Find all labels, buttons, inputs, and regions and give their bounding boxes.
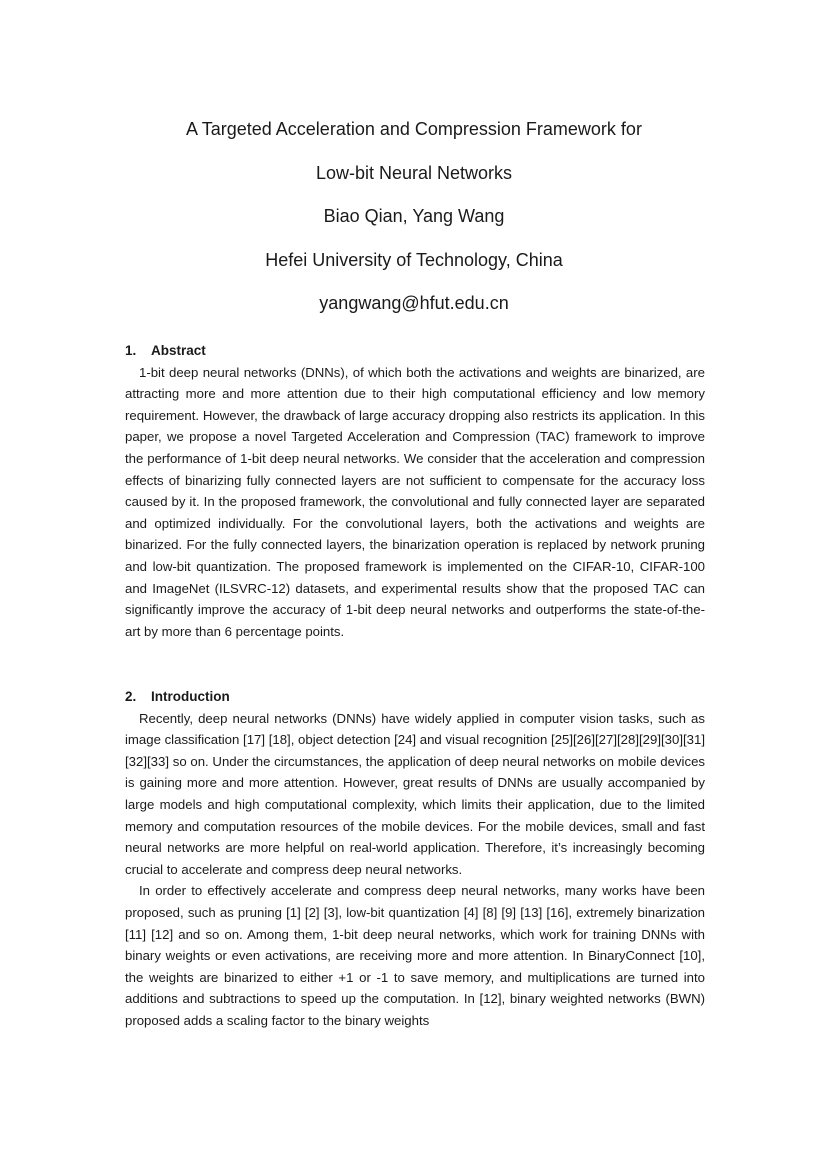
section-number: 2. [125,689,137,704]
affiliation: Hefei University of Technology, China [265,249,563,270]
section-number: 1. [125,343,137,358]
section-heading-abstract [125,340,705,362]
section-title: Introduction [151,689,230,704]
intro-paragraph-2: In order to effectively accelerate and compress deep neural networks, many works have been proposed, such as pruning [1] [2] [3], low-bit quantization [4] [8] [9] [13] [16], extremely binarization [11] [12] and so on. Among them, 1-bit deep neural networks, which work for training DNNs with binary weights or even activations, are receiving more and more attention. In BinaryConnect [10], the weights are binarized to either +1 or -1 to save memory, and multiplications are turned into additions and subtractions to speed up the computation. In [12], binary weighted networks (BWN) proposed adds a scaling factor to the binary weights [125,883,705,1028]
abstract-paragraph: 1-bit deep neural networks (DNNs), of which both the activations and weights are binarized, are attracting more and more attention due to their high computational efficiency and low memory requirement. However, the drawback of large accuracy dropping also restricts its application. In this paper, we propose a novel Targeted Acceleration and Compression (TAC) framework to improve the performance of 1-bit deep neural networks. We consider that the acceleration and compression effects of binarizing fully connected layers are not sufficient to compensate for the accuracy loss caused by it. In the proposed framework, the convolutional and fully connected layer are separated and optimized individually. For the convolutional layers, both the activations and weights are binarized. For the fully connected layers, the binarization operation is replaced by network pruning and low-bit quantization. The proposed framework is implemented on the CIFAR-10, CIFAR-100 and ImageNet (ILSVRC-12) datasets, and experimental results show that the proposed TAC can significantly improve the accuracy of 1-bit deep neural networks and outperforms the state-of-the-art by more than 6 percentage points. [125,364,705,639]
section-abstract [125,340,705,642]
intro-paragraph-1: Recently, deep neural networks (DNNs) have widely applied in computer vision tasks, such as image classification [17] [18], object detection [24] and visual recognition [25][26][27][28][29][30][31][32][33] so on. Under the circumstances, the application of deep neural networks on mobile devices is gaining more and more attention. However, great results of DNNs are usually accompanied by large models and high computational complexity, which limits their application, due to the limited memory and computation resources of the mobile devices. For the mobile devices, small and fast neural networks are more helpful on real-world application. Therefore, it’s increasingly becoming crucial to accelerate and compress deep neural networks. [125,710,705,877]
section-title: Abstract [151,343,206,358]
email: yangwang@hfut.edu.cn [319,293,509,313]
section-introduction [125,686,705,1032]
authors: Biao Qian, Yang Wang [323,206,505,226]
section-heading-introduction [125,686,705,708]
title-block [0,108,828,326]
paper-title-line-2: Low-bit Neural Networks [315,162,513,183]
paper-title-line-1: A Targeted Acceleration and Compression Framework for [186,119,642,139]
